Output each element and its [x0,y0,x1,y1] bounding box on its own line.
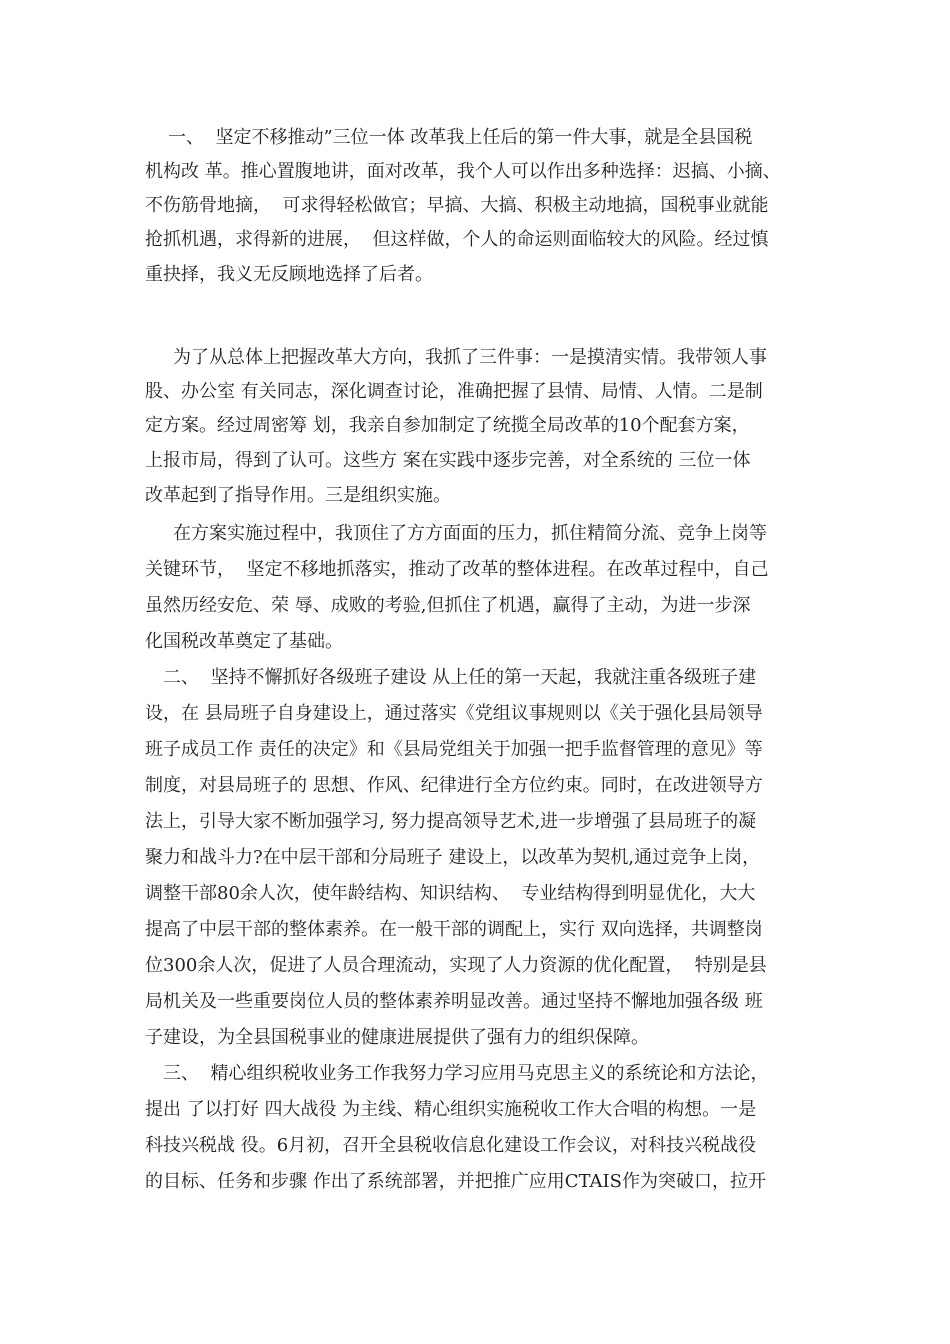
text-line: 定方案。经过周密筹 划，我亲自参加制定了统揽全局改革的10个配套方案， [145,415,750,436]
text-line: 科技兴税战 役。6月初，召开全县税收信息化建设工作会议，对科技兴税战役 [145,1135,757,1156]
text-line: 一、 坚定不移推动”三位一体 改革我上任后的第一件大事，就是全县国税 [168,127,753,148]
text-line: 机构改 革。推心置腹地讲，面对改革，我个人可以作出多种选择：迟搞、小摘、 [145,161,781,182]
text-line: 化国税改革奠定了基础。 [145,631,343,652]
text-line: 设，在 县局班子自身建设上，通过落实《党组议事规则以《关于强化县局领导 [145,703,763,724]
text-line: 股、办公室 有关同志，深化调查讨论，准确把握了县情、局情、人情。二是制 [145,381,763,402]
text-line: 关键环节， 坚定不移地抓落实，推动了改革的整体进程。在改革过程中，自己 [145,559,769,580]
text-line: 重抉择，我义无反顾地选择了后者。 [145,264,433,285]
text-line: 不伤筋骨地摘， 可求得轻松做官；早搞、大搞、积极主动地搞，国税事业就能 [145,195,769,216]
text-line: 改革起到了指导作用。三是组织实施。 [145,485,451,506]
text-line: 提出 了以打好 四大战役 为主线、精心组织实施税收工作大合唱的构想。一是 [145,1099,757,1120]
text-line: 抢抓机遇，求得新的进展， 但这样做，个人的命运则面临较大的风险。经过慎 [145,229,769,250]
text-line: 班子成员工作 责任的决定》和《县局党组关于加强一把手监督管理的意见》等 [145,739,763,760]
text-line: 提高了中层干部的整体素养。在一般干部的调配上，实行 双向选择，共调整岗 [145,919,763,940]
text-line: 制度，对县局班子的 思想、作风、纪律进行全方位约束。同时，在改进领导方 [145,775,763,796]
text-line: 调整干部80余人次，使年龄结构、知识结构、 专业结构得到明显优化，大大 [145,883,756,904]
text-line: 位300余人次，促进了人员合理流动，实现了人力资源的优化配置， 特别是县 [145,955,767,976]
text-line: 虽然历经安危、荣 辱、成败的考验,但抓住了机遇，赢得了主动，为进一步深 [145,595,751,616]
text-line: 子建设，为全县国税事业的健康进展提供了强有力的组织保障。 [145,1027,649,1048]
text-line: 法上，引导大家不断加强学习, 努力提高领导艺术,进一步增强了县局班子的凝 [145,811,757,832]
text-line: 的目标、任务和步骤 作出了系统部署，并把推广应用CTAIS作为突破口，拉开 [145,1171,766,1192]
text-line: 三、 精心组织税收业务工作我努力学习应用马克思主义的系统论和方法论， [163,1063,769,1084]
text-line: 局机关及一些重要岗位人员的整体素养明显改善。通过坚持不懈地加强各级 班 [145,991,763,1012]
text-line: 二、 坚持不懈抓好各级班子建设 从上任的第一天起，我就注重各级班子建 [163,667,757,688]
text-line: 上报市局，得到了认可。这些方 案在实践中逐步完善，对全系统的 三位一体 [145,450,751,471]
text-line: 聚力和战斗力?在中层干部和分局班子 建设上，以改革为契机,通过竞争上岗， [145,847,761,868]
text-line: 在方案实施过程中，我顶住了方方面面的压力，抓住精简分流、竞争上岗等 [173,523,767,544]
text-line: 为了从总体上把握改革大方向，我抓了三件事：一是摸清实情。我带领人事 [173,347,767,368]
